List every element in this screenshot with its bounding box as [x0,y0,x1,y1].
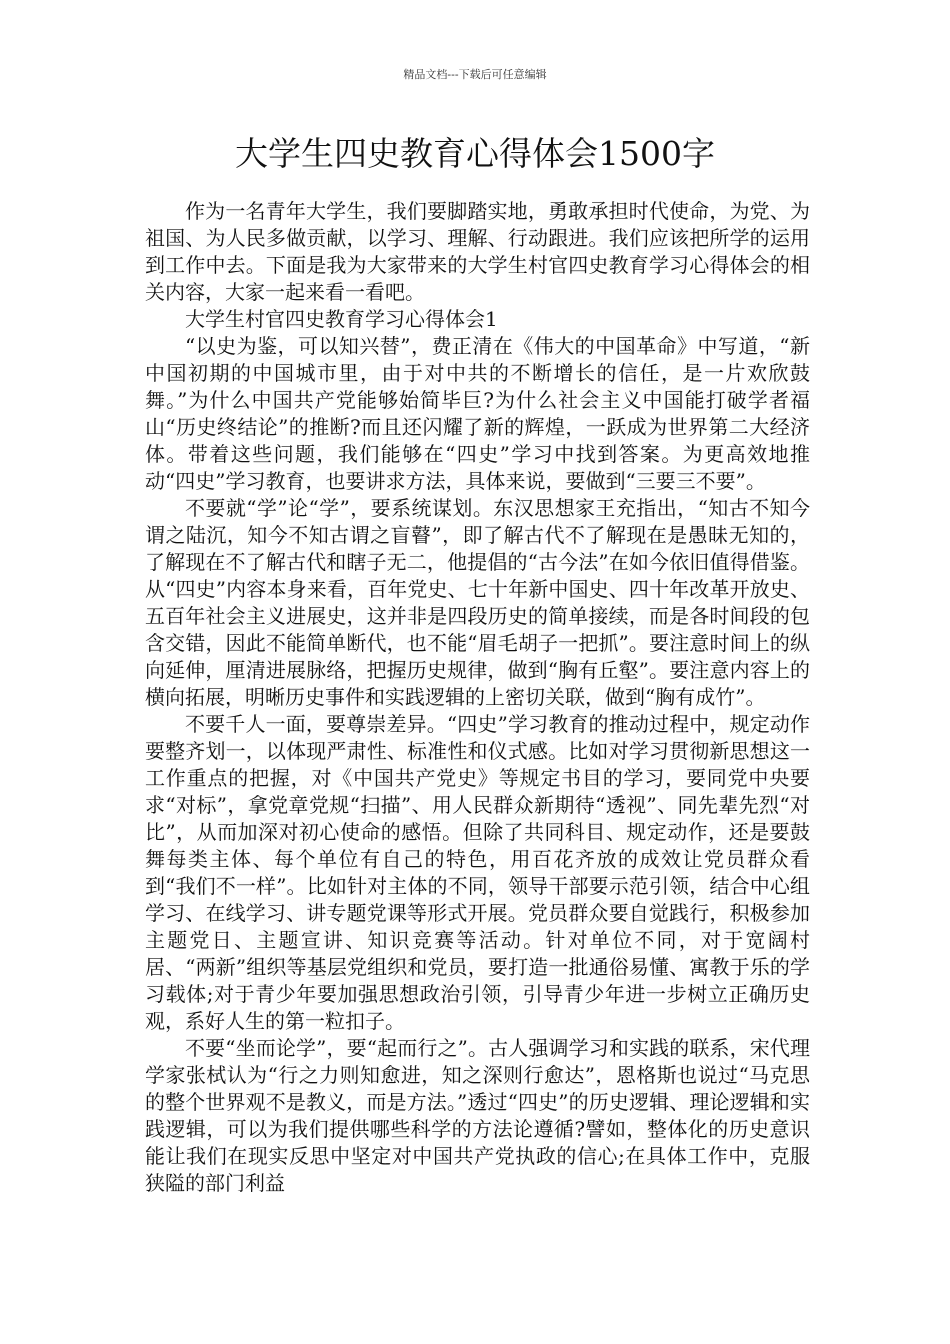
header-note: 精品文档---下载后可任意编辑 [403,68,547,81]
body-paragraph: “以史为鉴，可以知兴替”，费正清在《伟大的中国革命》中写道，“新中国初期的中国城市里，由于对中共的不断增长的信任，是一片欢欣鼓舞。”为什么中国共产党能够始简毕巨?为什么社会主义中国能打破学者福山“历史终结论”的推断?而且还闪耀了新的辉煌，一跃成为世界第二大经济体。带着这些问题，我们能够在“四史”学习中找到答案。为更高效地推动“四史”学习教育，也要讲求方法，具体来说，要做到“三要三不要”。 [145,334,810,493]
body-paragraph: 不要千人一面，要尊崇差异。“四史”学习教育的推动过程中，规定动作要整齐划一，以体现严肃性、标准性和仪式感。比如对学习贯彻新思想这一工作重点的把握，对《中国共产党史》等规定书目的学习，要同党中央要求“对标”，拿党章党规“扫描”、用人民群众新期待“透视”、同先辈先烈“对比”，从而加深对初心使命的感悟。但除了共同科目、规定动作，还是要鼓舞每类主体、每个单位有自己的特色，用百花齐放的成效让党员群众看到“我们不一样”。比如针对主体的不同，领导干部要示范引领，结合中心组学习、在线学习、讲专题党课等形式开展。党员群众要自觉践行，积极参加主题党日、主题宣讲、知识竞赛等活动。针对单位不同，对于宽阔村居、“两新”组织等基层党组织和党员，要打造一批通俗易懂、寓教于乐的学习载体;对于青少年要加强思想政治引领，引导青少年进一步树立正确历史观，系好人生的第一粒扣子。 [145,712,810,1033]
document-title: 大学生四史教育心得体会1500字 [235,134,715,173]
section-heading: 大学生村官四史教育学习心得体会1 [185,307,498,331]
body-paragraph: 不要“坐而论学”，要“起而行之”。古人强调学习和实践的联系，宋代理学家张栻认为“行之力则知愈进，知之深则行愈达”，恩格斯也说过“马克思的整个世界观不是教义，而是方法。”透过“四史”的历史逻辑、理论逻辑和实践逻辑，可以为我们提供哪些科学的方法论遵循?譬如，整体化的历史意识能让我们在现实反思中坚定对中国共产党执政的信心;在具体工作中，克服狭隘的部门利益 [145,1036,810,1195]
intro-paragraph: 作为一名青年大学生，我们要脚踏实地，勇敢承担时代使命，为党、为祖国、为人民多做贡献，以学习、理解、行动跟进。我们应该把所学的运用到工作中去。下面是我为大家带来的大学生村官四史教育学习心得体会的相关内容，大家一起来看一看吧。 [145,199,810,304]
document-body [145,198,810,1197]
body-paragraph: 不要就“学”论“学”，要系统谋划。东汉思想家王充指出，“知古不知今谓之陆沉，知今不知古谓之盲瞽”，即了解古代不了解现在是愚昧无知的，了解现在不了解古代和瞎子无二，他提倡的“古今法”在如今依旧值得借鉴。从“四史”内容本身来看，百年党史、七十年新中国史、四十年改革开放史、五百年社会主义进展史，这并非是四段历史的简单接续，而是各时间段的包含交错，因此不能简单断代，也不能“眉毛胡子一把抓”。要注意时间上的纵向延伸，厘清进展脉络，把握历史规律，做到“胸有丘壑”。要注意内容上的横向拓展，明晰历史事件和实践逻辑的上密切关联，做到“胸有成竹”。 [145,496,810,709]
